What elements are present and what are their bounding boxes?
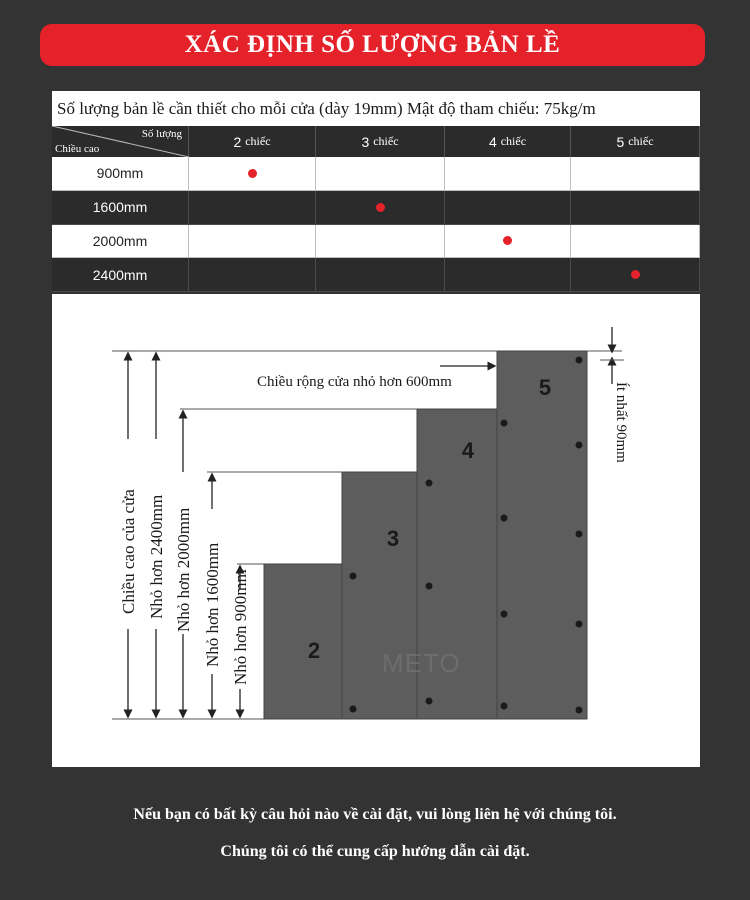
label-less-2400: Nhỏ hơn 2400mm bbox=[147, 494, 166, 619]
door-panel-5 bbox=[497, 351, 587, 719]
label-less-2000: Nhỏ hơn 2000mm bbox=[174, 507, 193, 632]
page-title-banner: XÁC ĐỊNH SỐ LƯỢNG BẢN LỀ bbox=[40, 24, 705, 66]
hinge-dot bbox=[501, 611, 508, 618]
hinge-dot bbox=[426, 583, 433, 590]
row-height-label: 2400mm bbox=[52, 258, 189, 292]
hinge-dot bbox=[501, 515, 508, 522]
label-less-900: Nhỏ hơn 900mm bbox=[231, 569, 250, 685]
row-height-label: 2000mm bbox=[52, 225, 189, 259]
table-row bbox=[52, 191, 700, 225]
door-height-diagram bbox=[52, 294, 700, 767]
label-door-height: Chiều cao của cửa bbox=[119, 489, 138, 614]
hinge-dot bbox=[426, 698, 433, 705]
selected-dot bbox=[631, 270, 640, 279]
footer-contact-line: Nếu bạn có bất kỳ câu hỏi nào về cài đặt, vui lòng liên hệ với chúng tôi. bbox=[133, 806, 617, 823]
selected-dot bbox=[376, 203, 385, 212]
watermark-logo: METO bbox=[382, 648, 461, 678]
column-header-5: 5 chiếc bbox=[571, 126, 700, 157]
table-corner-cell bbox=[52, 126, 189, 157]
door-number-2: 2 bbox=[307, 638, 321, 663]
hinge-dot bbox=[350, 573, 357, 580]
hinge-dot bbox=[576, 442, 583, 449]
table-row bbox=[52, 258, 700, 292]
hinge-dot bbox=[426, 480, 433, 487]
hinge-dot bbox=[350, 706, 357, 713]
corner-label-quantity: Số lượng bbox=[141, 128, 182, 140]
footer-guide-line: Chúng tôi có thể cung cấp hướng dẫn cài đặt. bbox=[220, 843, 530, 860]
door-number-5: 5 bbox=[538, 375, 552, 400]
column-header-2: 2 chiếc bbox=[189, 126, 316, 157]
selected-dot bbox=[503, 236, 512, 245]
hinge-dot bbox=[576, 357, 583, 364]
table-row bbox=[52, 225, 700, 259]
table-header-row bbox=[52, 126, 700, 157]
door-number-3: 3 bbox=[386, 526, 400, 551]
hinge-dot bbox=[576, 621, 583, 628]
diagram-svg bbox=[52, 294, 700, 767]
hinge-quantity-table bbox=[52, 91, 700, 292]
corner-label-height: Chiều cao bbox=[55, 143, 100, 155]
hinge-dot bbox=[501, 420, 508, 427]
width-note: Chiều rộng cửa nhỏ hơn 600mm bbox=[257, 374, 452, 390]
selected-dot bbox=[248, 169, 257, 178]
row-height-label: 1600mm bbox=[52, 191, 189, 225]
door-number-4: 4 bbox=[461, 438, 475, 463]
row-height-label: 900mm bbox=[52, 157, 189, 191]
table-caption: Số lượng bản lề cần thiết cho mỗi cửa (dày 19mm) Mật độ tham chiếu: 75kg/m bbox=[57, 98, 596, 118]
column-header-4: 4 chiếc bbox=[445, 126, 571, 157]
label-less-1600: Nhỏ hơn 1600mm bbox=[203, 542, 222, 667]
hinge-dot bbox=[576, 707, 583, 714]
margin-note: Ít nhất 90mm bbox=[613, 382, 629, 463]
column-header-3: 3 chiếc bbox=[316, 126, 445, 157]
hinge-dot bbox=[501, 703, 508, 710]
hinge-dot bbox=[576, 531, 583, 538]
table-row bbox=[52, 157, 700, 191]
